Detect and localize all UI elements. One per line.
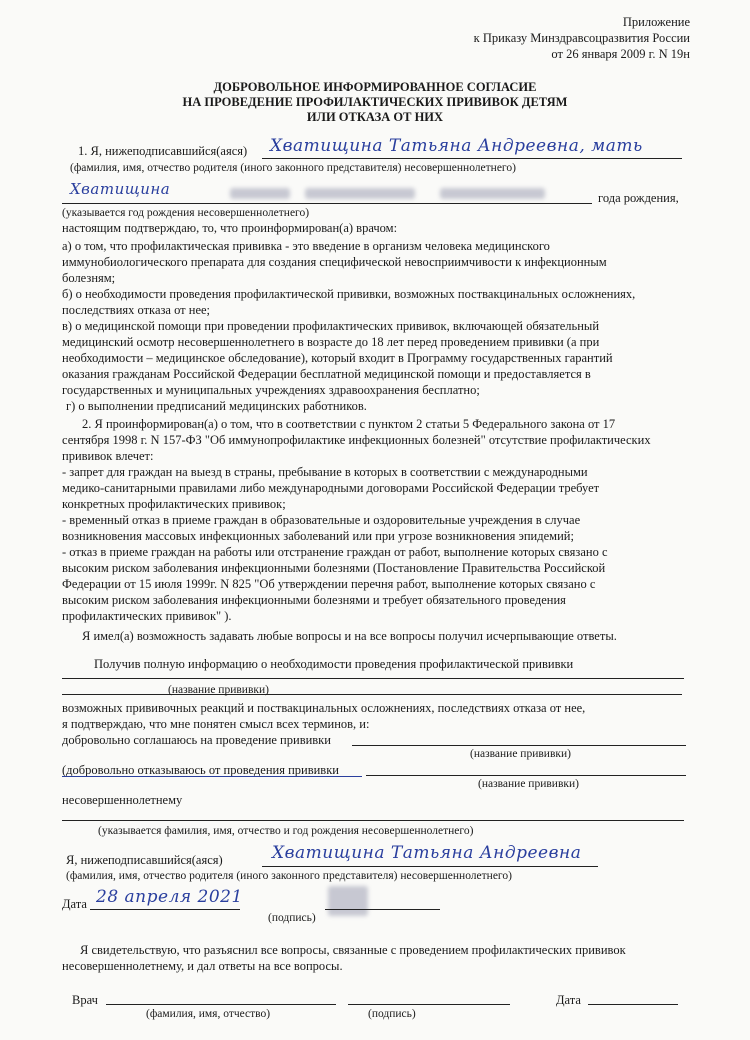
item-b-line-2: последствиях отказа от нее;: [62, 303, 211, 317]
refuse-handwritten-underline: [62, 776, 362, 777]
item-v-line-4: оказания гражданам Российской Федерации бесплатной медицинской помощи и предоставляется в: [62, 367, 591, 381]
section2-line-3: прививок влечет:: [62, 449, 154, 463]
bullet2-line-1: - временный отказ в приеме граждан в образовательные и оздоровительные учреждения в случае: [62, 513, 581, 527]
bullet3-line-2: высоким риском заболевания инфекционными болезнями (Постановление Правительства Российской: [62, 561, 606, 575]
item-v-line-2: медицинский осмотр несовершеннолетнего в возрасте до 18 лет перед проведением прививки (а при: [62, 335, 600, 349]
redacted-block: [440, 188, 545, 199]
document-title-line-2: НА ПРОВЕДЕНИЕ ПРОФИЛАКТИЧЕСКИХ ПРИВИВОК ДЕТЯМ: [182, 95, 568, 109]
item-b-line-1: б) о необходимости проведения профилактической прививки, возможных поствакцинальных осложнениях,: [62, 287, 636, 301]
redacted-block: [230, 188, 290, 199]
consent-received: Получив полную информацию о необходимости проведения профилактической прививки: [94, 657, 574, 671]
appendix-line-3: от 26 января 2009 г. N 19н: [551, 47, 690, 61]
appendix-line-2: к Приказу Минздравсоцразвития России: [473, 31, 690, 45]
bullet3-line-3: Федерации от 15 июля 1999г. N 825 "Об утверждении перечня работ, выполнение которых связано с: [62, 577, 596, 591]
caption-doctor-signature: (подпись): [368, 1008, 416, 1020]
item-v-line-1: в) о медицинской помощи при проведении профилактических прививок, включающей обязательный: [62, 319, 600, 333]
vaccine-line-2: [62, 694, 682, 695]
date-label: Дата: [62, 897, 87, 911]
item-a-line-3: болезням;: [62, 271, 116, 285]
section2-line-2: сентября 1998 г. N 157-ФЗ "Об иммунопрофилактике инфекционных болезней" отсутствие профилактических: [62, 433, 651, 447]
caption-vaccine: (название прививки): [168, 684, 269, 696]
consent-minor: несовершеннолетнему: [62, 793, 183, 807]
section2-line-1: 2. Я проинформирован(а) о том, что в соответствии с пунктом 2 статьи 5 Федерального закона от 17: [82, 417, 616, 431]
bullet3-line-4: высоким риском заболевания инфекционными болезнями и требует обязательного проведения: [62, 593, 566, 607]
consent-complications: возможных прививочных реакций и поствакцинальных осложнениях, последствиях отказа от нее,: [62, 701, 586, 715]
doctor-signature-line: [348, 1004, 510, 1005]
signature-line: [325, 909, 440, 910]
handwritten-signer-name: Хватищина Татьяна Андреевна: [272, 843, 582, 863]
handwritten-parent-name: Хватищина Татьяна Андреевна, мать: [270, 136, 643, 156]
vaccine-line-1: [62, 678, 684, 679]
caption-signer: (фамилия, имя, отчество родителя (иного законного представителя) несовершеннолетнего): [66, 870, 512, 882]
consent-refuse: (добровольно отказываюсь от проведения прививки: [62, 763, 339, 777]
bullet2-line-2: возникновения массовых инфекционных заболеваний или при угрозе возникновения эпидемий;: [62, 529, 574, 543]
section1-intro: 1. Я, нижеподписавшийся(аяся): [78, 144, 248, 158]
date-line: [90, 909, 240, 910]
bullet1-line-1: - запрет для граждан на выезд в страны, пребывание в которых в соответствии с международными: [62, 465, 588, 479]
doctor-label: Врач: [72, 993, 98, 1007]
child-name-line: [62, 203, 592, 204]
caption-signature: (подпись): [268, 912, 316, 924]
consent-terms: я подтверждаю, что мне понятен смысл всех терминов, и:: [62, 717, 370, 731]
item-g: г) о выполнении предписаний медицинских работников.: [66, 399, 367, 413]
minor-line: [62, 820, 684, 821]
caption-parent: (фамилия, имя, отчество родителя (иного законного представителя) несовершеннолетнего): [70, 162, 516, 174]
item-v-line-5: государственных и муниципальных учреждениях здравоохранения бесплатно;: [62, 383, 480, 397]
bullet3-line-5: профилактических прививок" ).: [62, 609, 232, 623]
redacted-block: [305, 188, 415, 199]
bullet3-line-1: - отказ в приеме граждан на работы или отстранение граждан от работ, выполнение которых связано с: [62, 545, 608, 559]
witness-line-2: несовершеннолетнему, и дал ответы на все вопросы.: [62, 959, 343, 973]
consent-agree: добровольно соглашаюсь на проведение прививки: [62, 733, 331, 747]
document-title-line-3: ИЛИ ОТКАЗА ОТ НИХ: [306, 110, 444, 124]
appendix-line-1: Приложение: [622, 15, 690, 29]
handwritten-date: 28 апреля 2021: [96, 887, 243, 907]
appendix-header: [390, 14, 690, 62]
doctor-date-label: Дата: [556, 993, 581, 1007]
caption-vaccine-3: (название прививки): [478, 778, 579, 790]
caption-doctor-name: (фамилия, имя, отчество): [146, 1008, 271, 1020]
parent-name-line: [262, 158, 682, 159]
handwritten-child-name: Хватищина: [70, 180, 171, 198]
item-a-line-1: а) о том, что профилактическая прививка - это введение в организм человека медицинского: [62, 239, 550, 253]
doctor-name-line: [106, 1004, 336, 1005]
signer-line: [262, 866, 598, 867]
caption-vaccine-2: (название прививки): [470, 748, 571, 760]
signer-label: Я, нижеподписавшийся(аяся): [66, 853, 223, 867]
caption-birth: (указывается год рождения несовершеннолетнего): [62, 207, 310, 219]
bullet1-line-2: медико-санитарными правилами либо международными договорами Российской Федерации требует: [62, 481, 600, 495]
document-title-line-1: ДОБРОВОЛЬНОЕ ИНФОРМИРОВАННОЕ СОГЛАСИЕ: [213, 80, 537, 94]
caption-minor: (указывается фамилия, имя, отчество и год рождения несовершеннолетнего): [98, 825, 474, 837]
witness-line-1: Я свидетельствую, что разъяснил все вопросы, связанные с проведением профилактических прививок: [80, 943, 626, 957]
item-a-line-2: иммунобиологического препарата для создания специфической невосприимчивости к инфекционным: [62, 255, 607, 269]
doctor-date-line: [588, 1004, 678, 1005]
confirm-informed: настоящим подтверждаю, то, что проинформирован(а) врачом:: [62, 221, 398, 235]
bullet1-line-3: конкретных профилактических прививок;: [62, 497, 286, 511]
birth-year-label: года рождения,: [598, 191, 679, 205]
item-v-line-3: необходимости – медицинское обследование), который входит в Программу государственных гарантий: [62, 351, 613, 365]
redacted-signature: [328, 886, 368, 916]
section2-questions: Я имел(а) возможность задавать любые вопросы и на все вопросы получил исчерпывающие ответы.: [82, 629, 617, 643]
